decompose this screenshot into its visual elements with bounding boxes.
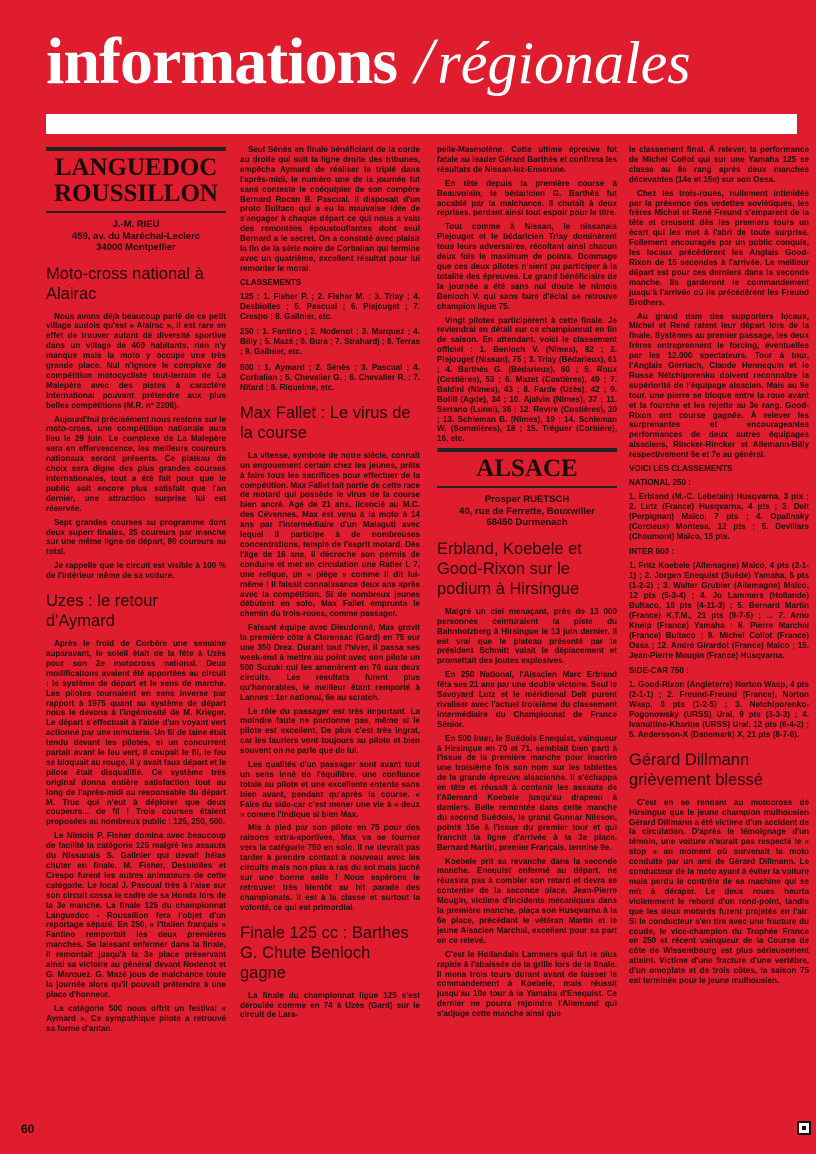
header-regionales: régionales [437,30,691,96]
region-box-languedoc [46,147,226,213]
classement-national-250: 1. Erbland (M.-C. Lebetain) Husqvarna, 3 pts ; 2. Lutz (France) Husqvarna, 4 pts ; 3. Delt (Perpignan) Maïco, 7 pts ; 4. Opalinsky (Corcieux) Montesa, 12 pts ; 5. Devillars (Chaumont) Maïco, 15 pts. [629,491,809,541]
article-title: Moto-cross national à Alairac [46,264,204,303]
region-rule-bottom [437,486,617,488]
article-paragraph: Aujourd'hui précisément nous restons sur le moto-cross, une compétition nationale aura lieu le 29 juin. Le complexe de La Malepère sera en effervescence, les meilleurs coureurs nationaux seront présents. Ce plateau de choix sera digne des plus grandes courses internationales, tout a été fait pour que le public soit encore plus satisfait que l'an dernier, une attraction surprise lui est réservée. [46,414,226,513]
correspondent-address-line1: 40, rue de Ferrette, Bouxwiller [459,505,595,517]
article-paragraph: Vingt pilotes participèrent à cette finale. Je reviendrai en détail sur ce championnat en fin de saison. En attendant, voici le classement officiel : 1. Benloch V. (Nîmes), 82 ; 2. Plejouget (Nissan), 75 ; 3. Triay (Bédarieux), 61 ; 4. Barthès G. (Bédarieux), 60 ; 5. Roux (Costières), 53 ; 6. Mazet (Costières), 49 ; 7. Baldini (Nîmes), 43 ; 8. Farde (Uzès), 42 ; 9. Bofill (Agde), 34 ; 10. Ajalvin (Nîmes), 37 ; 11. Serrano (Lunel), 36 ; 12. Revire (Costières), 20 ; 13. Schleman B. (Nîmes), 19 ; 14. Schleman W. (Sommières), 18 ; 15. Tréguer (Corbière), 16, etc. [437,315,617,444]
article-title: Erbland, Koebele et Good-Rixon sur le podium à Hirsingue [437,539,582,598]
article-paragraph: Seul Sénès en finale bénéficiant de la corde au droite qui suit la ligne droite des tribunes, empêcha Aymard de réaliser le triplé dans l'après-midi, le numéro une de la journée fut sans conteste le coéquipier de son compère Bernard Rocan B. Pascual. Il disposait d'un proto Bultaco qui a eu la mauvaise idée de s'engager à chaque départ ce qui nous a valu des remontées époustouflantes dont seul Bernard a le secret. On a constaté avec plaisir la fin de la série noire de Corbalian qui termine avec un quatrième, excellent résultat pour lui remonter le moral. [240,145,420,273]
article-paragraph: C'est en se rendant au motocross de Hirsingue que le jeune champion mulhousien Gérard Dillmann a été victime d'un accident de la circulation. D'après le témoignage d'un témoin, une voiture n'aurait pas respecté le « stop » au moment où survenait la moto conduite par un ami de Gérard Dillmann. Le conducteur de la moto ayant à éviter la voiture mais perdu le contrôle de sa machine qui se mit à déraper. Le deux roues heurta violemment le rebord d'un rond-point, tandis que les deux motards furent projetés en l'air. Si le conducteur s'en tire avec une fracture du coude, le vice-champion du Trophée France en 250 et récent vainqueur de la Course de côte de Wissembourg est plus sérieusement atteint. Victime d'une fracture d'une vertèbre, d'un omoplate et de trois côtes, la saison 75 est terminée pour le jeune mulhousien. [629,797,809,986]
region-rule-top [46,147,226,151]
article-paragraph: pelle-Masmolène. Cette ultime épreuve fut fatale au leader Gérard Barthès et confirma les résultats de Nissan-lez-Enserune. [437,145,617,174]
classement-category: SIDE-CAR 750 : [629,666,689,676]
article-paragraph: La vitesse, symbole de notre siècle, connaît un engouement certain chez les jeunes, prêts à faire tous les sacrifices pour effectuer de la compétition. Max Fallet fait partie de cette race de motard qui possède le virus de la course bien ancré. Agé de 21 ans, licencié au M.C. des Cévennes, Max est venu à la moto à 14 ans par l'intermédiaire d'un Malaguti avec lequel il participe à de nombreuses concentrations, temple de l'esprit motard. Dès l'âge de 16 ans, il décroche son permis de conduire et met en circulation une Ratier L 7, une relique, un « piège » comme il dit lui-même ! Il faisait connaissance deux ans après avec la compétition. Si de nombreux jeunes débutent en solo, Max Fallet emprunta le chemin du trois-roues, comme passager. [240,450,420,619]
article-paragraph: Les qualités d'un passager sont avant tout un sens inné de l'équilibre, une confiance totale au pilote et une excellente entente sans bien avant, pendant qu'après la course. « Faire du side-car c'est mener une vie à « deux » comme l'indique si bien Max. [240,760,420,819]
column-1 [46,145,226,1145]
classements-heading: VOICI LES CLASSEMENTS [629,464,733,474]
region-box-alsace [437,448,617,488]
article-paragraph: Tout comme à Nissan, le nissanais Plejouget et le bédaricien Triay dominèrent tous leurs adversaires, récoltant ainsi chacun deux fois le maximum de points. Dommage que ces deux pilotes n'aient pu participer à la totalité des épreuves. Le grand bénéficiaire de la journée a été sans nul doute le nîmois Benloch V. qui sans faire d'éclat se retrouve champion ligue 75. [437,222,617,311]
article-paragraph: Malgré un ciel menaçant, près de 13 000 personnes ceinturaient la piste du Bahnholzberg à Hirsingue le 13 juin dernier. Il est vrai que le plateau présenté par le président Schmitt valait le déplacement et promettait des joutes explosives. [437,606,617,666]
correspondent-address-line2: 34000 Montpellier [96,242,176,253]
article-paragraph: Au grand dam des supporters locaux, Michel et René ratent leur départ lors de la finale. Systèmes au premier passage, les deux frères entreprennent le forcing, éventuelles par les 12.000 spectateurs. Tour à tour, l'Anglais Gerriach, Claude Hennequin et le Russe Nétchlporenko doivent reconnaître la supériorité de l'équipage alsacien. Mais au 9e tour, une pierre se bloque entre la roue avant et la fourche et les rejette au 3e rang. Good-Rixon ont course gagnée. À relever les surprenantes et encourageantes performances de deux autres équipages alsaciens, Rincker-Rincker et Allemann-Billy respectivement 6e et 7e au général. [629,311,809,460]
page-number: 60 [21,1122,35,1136]
corner-logo-icon [797,1121,811,1135]
correspondent-block [437,494,617,529]
article-paragraph: Après le froid de Corbère une semaine auparavant, le soleil était de la fête à Uzès pour son 2e motocross national. Deux modifications avaient été apportées au circuit : le système de départ et le sens de marche. Les pilotes tournaient en sens inverse par rapport à 1975 quant au système de départ nous le devons à l'ingéniosité de M. Krieger. Le départ s'effectuait à l'aide d'un voyant vert actionné par une minuterie. Un fil de laine était tendu devant les pilotes, si un concurrent partait avant le feu vert, il coupait le fil, le feu se bloquait au rouge, il y avait faux départ et le pilote était disqualifié. Ce système très original donna entière satisfaction tout au long de l'après-midi au responsable du départ M. Truc qui n'eut à déplorer que deux coupeurs... de fil ! Trois courses étaient proposées au nombreux public : 125, 250, 500. [46,639,226,827]
article-paragraph: La catégorie 500 nous offrit un festival « Aymard ». Ce sympathique pilote a retrouvé sa forme d'antan. [46,1003,226,1033]
correspondent-address-line1: 459, av. du Maréchal-Leclerc [71,230,201,242]
classements-heading: CLASSEMENTS [240,277,302,287]
correspondent-block [46,219,226,254]
article-title: Max Fallet : Le virus de la course [240,403,411,442]
classement-category: INTER 500 : [629,547,674,557]
header-separator: / [415,25,434,98]
correspondent-address-line2: 68450 Durmenach [486,517,568,529]
region-title: LANGUEDOC ROUSSILLON [54,154,218,207]
article-paragraph: Je rappelle que le circuit est visible à 100 % de l'intérieur même de sa voiture. [46,561,226,581]
article-title: Uzes : le retour d'Aymard [46,592,158,631]
region-rule-top [437,448,617,452]
article-paragraph: Koebele prit sa revanche dans la seconde manche. Enequist enfermé au départ, ne réussira pas à combler son retard et devra se contenter de la seconde place. Jean-Pierre Mougin, victime d'incidents mécaniques dans la première manche, plaça son Husqvarna à la 6e place, précédant le vétéran Martin et le jeune Alsacien Marchal, excellent pour sa part en ce relevé. [437,856,617,945]
classement-side-car-750: 1. Good-Rixon (Angleterre) Norton Wasp, 4 pts (2-1-1) ; 2. Freund-Freund (France), Norton Wasp, 8 pts (1-2-5) ; 3. Netchiporenko-Pogonowsky (URSS) Ural, 9 pts (3-3-3) ; 4. Ivanuitine-Kharine (URSS) Ural, 12 pts (6-4-2) ; 5. Andersson-X (Danemark) X, 21 pts (8-7-6). [629,680,809,739]
article-paragraph: Nous avons déjà beaucoup parlé de ce petit village audois qu'est « Alairac », il est rare en effet de trouver autant de diversité sportive dans un village de 400 habitants, rien n'y manque mais la moto y occupe une très grande place. Nul n'ignore le complexe de compétition motocycliste tout-terrain de La Malepère avec des pistes à caractère international pouvant prétendre aux plus belles compétitions (M.R. nº 2206). [46,311,226,410]
header-informations: informations [46,25,397,98]
region-title: ALSACE [476,455,578,483]
article-paragraph: Le Nîmois P. Fisher domina avec beaucoup de facilité la catégorie 125 malgré les assauts du Nissanais S. Gallnier qui devait hélas chuter en finale. M. Fisher, Desbiolles et Crespo furent les autres animateurs de cette catégorie. Le local J. Pascual trés à l'aise sur son circuit cassa le cadre de sa Honda lors de la 3e manche. La finale 125 du championnat Languedoc - Roussillon fera l'objet d'un reportage séparé. En 250, « l'Italien français » Fantino remportait les deux premières manches. Se laissant enfermer dans la finale, il remontait jusqu'à la 3e place préservant ainsi sa victoire au général devant Nodenot et G. Marquez. G. Mazé jous de malchance toute la journée alors qu'il pouvait prétendre à une place d'honneur. [46,831,226,999]
classement-inter-500: 1. Fritz Koebele (Allemagne) Maïco, 4 pts (2-1-1) ; 2. Jorgen Enequist (Suède) Yamaha, 5 pts (1-2-2) ; 3. Walter Grubler (Allemagne) Maïco, 12 pts (5-3-4) ; 4. Jo Lammers (Hollande) Bultaco, 18 pts (4-11-3) ; 5. Bernard Martin (France) K.T.M., 21 pts (9-7-5) ; ... 7. Arno Knelp (France) Yamaha ; 8. Pierre Marchal (France) Bultaco ; 9. Michel Collot (France) Ossa ; 12. André Girardot (France) Maïco ; 15. Jean-Pierre Mougin (France) Husqvarna. [629,561,809,660]
article-paragraph: Mis à pied par son pilote en 75 pour des raisons extra-sportives, Max va se tourner vers la catégorie 750 en solo. Il ne devrait pas tarder à prendre contact à nouveau avec les circuits mais non plus à ras du sol mais juché sur une bonne selle ! Nous espérons le retrouver très bientôt au hit parade des championats. Il est à la classe et surtout la volonté, ce qui est primordial. [240,823,420,912]
article-paragraph: En tête depuis la première course à Beauvoisin, le bédaricien G. Barthès fut accablé par la malchance. Il chutait à deux reprises, perdant ainsi tout espoir pour le titre. [437,178,617,218]
article-paragraph: En 500 Inter, le Suédois Enequist, vainqueur à Hirsingue en 70 et 71, semblait bien parti à l'issue de la première manche pour inscrire une troisième fois son nom sur les tablettes de la grande épreuve alsacienne. Il s'échappa en tête et réussit à contenir les assauts de l'Allemand Koebele jusqu'au drapeau à damiers. Belle remontée dans cette manche du second Suédois, le grand Gunnar Nilsson, pointé 16e à l'issue du premier tour et qui franchit la ligne d'arrivée à la 3e place. Bernard Martin, premier Français, termine 9e. [437,733,617,852]
page-header [46,22,691,102]
article-paragraph: Chez les trois-roues, nullement intimidés par la présence des vedettes soviétiques, les frères Michel et René Freund s'emparent de la tête et creusent dès les premiers tours un écart qui les met à l'abri de toute surprise. Follement encouragés par un public conquis, les locaux précédèrent les Anglais Good-Rixon de 15 secondes à l'arrivée. Le meilleur départ est pour ces derniers dans la seconde manche. Ils garderont le commandement jusqu'à l'arrivée où ils précédèrent les Freund Brothers. [629,188,809,307]
column-3 [437,145,617,1145]
article-paragraph: En 250 National, l'Alsacien Marc Erbland fêta ses 21 ans par une double victoire. Seul le Savoyard Lutz et le méridional Delt purent rivaliser avec l'actuel troisième du classement intermédiaire du Championnat de France Sénior. [437,670,617,729]
classement-250: 250 : 1. Fantino ; 2. Nodenot ; 3. Marquez ; 4. Billy ; 5. Mazé ; 6. Bura ; 7. Strahardj ; 8. Terras ; 9. Gallnier, etc. [240,327,420,357]
correspondent-name: Prosper RUETSCH [484,494,570,506]
classement-category: NATIONAL 250 : [629,478,691,487]
correspondent-name: J.-M. RIEU [112,219,160,230]
classement-125: 125 : 1. Fisher P. ; 2. Fisher M. ; 3. Triay ; 4. Desbiolles ; 5. Pascual ; 6. Plejouget ; 7. Crespo ; 8. Gallnier, etc. [240,291,420,321]
article-paragraph: Le rôle du passager est très important. La moindre faute ne pardonne pas, même si le pilote est excellent. De plus c'est très ingrat, car les lauriers vont toujours au pilote et bien souvent on ne parle que de lui. [240,706,420,756]
region-rule-bottom [46,211,226,213]
article-paragraph: C'est le Hollandais Lammers qui fut le plus rapide à l'abaissée de la grille lors de la finale. Il mena trois tours durant avant de laisser le commandement à Koebele, mais réussit jusqu'au 10e tour à la Yamaha d'Enequist. Ce dernier ne pourra rejoindre l'Allemand qui s'adjuge cette manche ainsi que [437,949,617,1019]
article-paragraph: La finale du championnat ligue 125 s'est déroulée comme en 74 à Uzès (Gard) sur le circuit de Lara- [240,990,420,1020]
classement-500: 500 : 1. Aymard ; 2. Sénès ; 3. Pascual ; 4. Corbalian ; 5. Chevalier G. ; 6. Chevalier R. ; 7. Nitard ; 8. Riquelme, etc. [240,363,420,392]
article-paragraph: le classement final. À relever, la performance de Michel Collot qui sur une Yamaha 125 se classe au 6e rang après deux manches décevantes (14e et 15e) sur son Ossa. [629,145,809,184]
column-2 [240,145,420,1145]
article-paragraph: Sept grandes courses au programme dont deux superr finales, 25 coureurs par manche sur une même ligne de départ, 80 coureurs au total. [46,517,226,557]
article-paragraph: Faisant équipe avec Dieudonné, Max gravit la première côte à Clarensac (Gard) en 75 sur une 350 Drex. Durant tout l'hiver, il passa ses week-end à mettre au point avec son pilote un 500 Suzuki qui les amenèrent en 76 aux deux circuits. Les résultats furent plus qu'honorables, le meilleur étant remporté à Lannes : 1er national, 6e au scratch. [240,623,420,702]
column-4 [629,145,809,1145]
article-title: Finale 125 cc : Barthes G. Chute Benloch gagne [240,923,409,982]
header-white-bar [46,114,797,134]
article-title: Gérard Dillmann grièvement blessé [629,750,763,789]
